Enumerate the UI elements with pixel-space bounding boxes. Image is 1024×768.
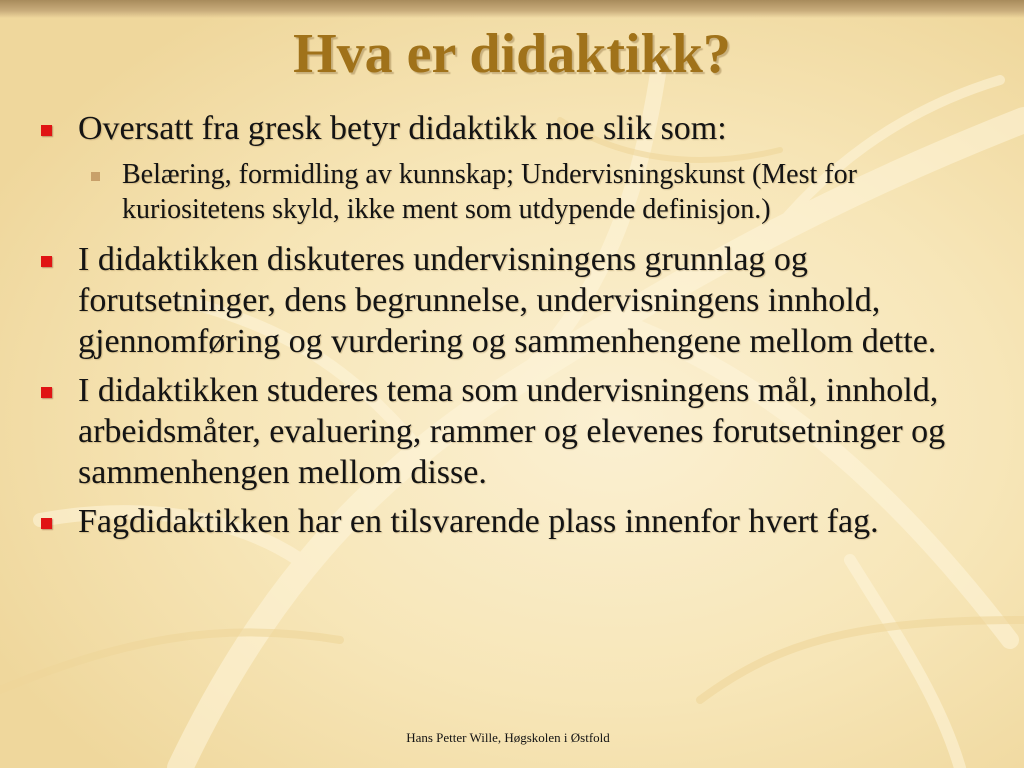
bullet-text: I didaktikken studeres tema som undervisningens mål, innhold, arbeidsmåter, evaluering, rammer og elevenes forutsetninger og sammenhengen mellom disse. bbox=[78, 372, 946, 491]
square-bullet-icon bbox=[41, 387, 52, 398]
bullet-item bbox=[36, 108, 976, 149]
sub-bullet-text: Belæring, formidling av kunnskap; Undervisningskunst (Mest for kuriositetens skyld, ikke ment som utdypende definisjon.) bbox=[122, 159, 857, 225]
square-bullet-icon bbox=[91, 172, 100, 181]
bullet-item bbox=[36, 239, 976, 362]
slide-footer: Hans Petter Wille, Høgskolen i Østfold bbox=[406, 730, 610, 745]
slide-title: Hva er didaktikk? bbox=[293, 23, 731, 85]
bullet-list bbox=[36, 108, 976, 550]
bullet-item bbox=[36, 501, 976, 542]
bullet-text: Oversatt fra gresk betyr didaktikk noe slik som: bbox=[78, 110, 727, 147]
square-bullet-icon bbox=[41, 125, 52, 136]
square-bullet-icon bbox=[41, 518, 52, 529]
bullet-text: Fagdidaktikken har en tilsvarende plass innenfor hvert fag. bbox=[78, 503, 879, 540]
square-bullet-icon bbox=[41, 256, 52, 267]
sub-bullet-item bbox=[36, 157, 976, 227]
bullet-item bbox=[36, 370, 976, 493]
bullet-text: I didaktikken diskuteres undervisningens grunnlag og forutsetninger, dens begrunnelse, undervisningens innhold, gjennomføring og vurdering og sammenhengene mellom dette. bbox=[78, 241, 937, 360]
top-shade-bar bbox=[0, 0, 1024, 18]
